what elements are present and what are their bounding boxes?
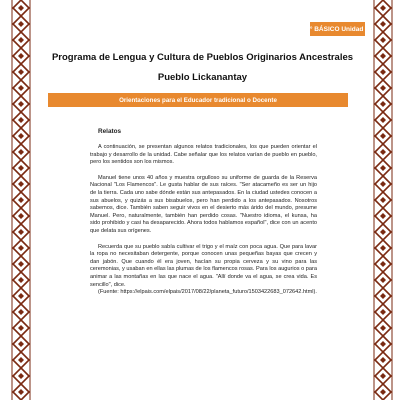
- left-decorative-border: [10, 0, 32, 400]
- paragraph-recuerda: Recuerda que su pueblo sabía cultivar el trigo y el maíz con poca agua. Que para lavar la ropa no necesitaban detergente, porque conocen unas pequeñas bayas que crecen y dan jabón. Que cuando él era joven, hacían su propia cerveza y su vino para las ceremonias, y usaban en ellas las plumas de los flamencos rosas. Para los augurios o para animar a las montañas en las que nace el agua. "Allí donde va el agua, se crea vida. Es sencillo", dice.: [90, 243, 317, 288]
- right-decorative-border: [372, 0, 394, 400]
- relatos-section: [90, 128, 317, 297]
- people-title: Pueblo Lickanantay: [157, 72, 248, 83]
- andean-pattern-icon: [372, 0, 394, 400]
- paragraph-manuel: Manuel tiene unos 40 años y muestra orgulloso su uniforme de guarda de la Reserva Nacional "Los Flamencos". Le gusta hablar de sus raíces. "Ser atacameño es ser un hijo de la tierra. Cada uno sabe dónde están sus antepasados. En la ciudad ustedes conocen a sus abuelos, y quizás a sus bisabuelos, pero han perdido a los antepasados. Nosotros sabemos, dice. También saben seguir vivos en el desierto más árido del mundo, presume Manuel. Pero, naturalmente, también han perdido cosas. "Nuestro idioma, el kunsa, ha sido prohibido y casi ha desaparecido. Ahora todos hablamos español", dice con un acento que delata sus orígenes.: [90, 174, 317, 234]
- program-title: Programa de Lengua y Cultura de Pueblos Originarios Ancestrales: [51, 52, 354, 63]
- guidance-banner: Orientaciones para el Educador tradicional o Docente: [48, 93, 348, 107]
- andean-pattern-icon: [10, 0, 32, 400]
- grade-unit-tab: 2° BÁSICO Unidad 4: [310, 22, 365, 36]
- source-citation: (Fuente: https://elpais.com/elpais/2017/08/22/planeta_futuro/1503422683_072642.html).: [98, 289, 317, 296]
- paragraph-intro: A continuación, se presentan algunos relatos tradicionales, los que pueden orientar el trabajo y desarrollo de la unidad. Cabe señalar que los relatos varían de pueblo en pueblo, pero los sentidos son los mismos.: [90, 144, 317, 166]
- section-heading: Relatos: [98, 128, 122, 135]
